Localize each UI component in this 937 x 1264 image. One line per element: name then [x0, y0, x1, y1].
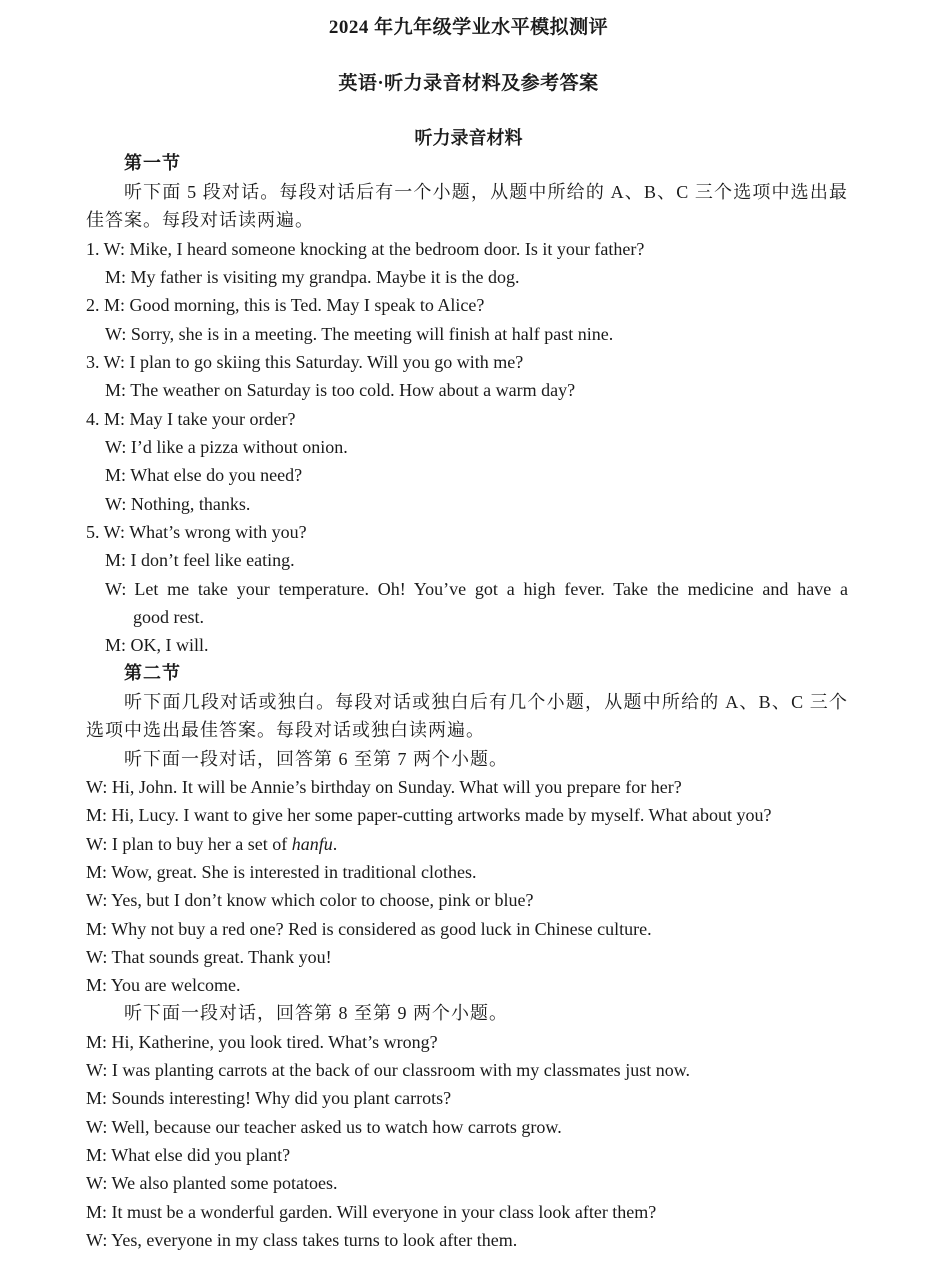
dialogue-line [86, 1172, 338, 1194]
dialogue-line [105, 436, 348, 458]
line-text: Hi, Katherine, you look tired. What’s wrong? [111, 1032, 438, 1052]
material-title: 听力录音材料 [414, 128, 523, 148]
line-text: Let me take your temperature. Oh! You’ve got a high fever. Take the medicine and have a [134, 579, 848, 599]
dialogue-line [86, 1116, 562, 1138]
line-text: I don’t feel like eating. [130, 550, 295, 570]
line-text: Hi, John. It will be Annie’s birthday on Sunday. What will you prepare for her? [111, 777, 682, 797]
speaker: M: [105, 465, 127, 485]
section1-label: 第一节 [124, 153, 181, 173]
section1-instruction-line2: 佳答案。每段对话读两遍。 [86, 210, 314, 230]
dialogue-line [105, 549, 295, 571]
line-text: What else did you plant? [111, 1145, 291, 1165]
line-text: I was planting carrots at the back of our classroom with my classmates just now. [111, 1060, 691, 1080]
dialogue-line-continued: good rest. [133, 607, 204, 627]
dialogue-line [86, 1144, 290, 1166]
speaker: M: [86, 1202, 108, 1222]
speaker: 3. W: [86, 352, 125, 372]
line-text: Well, because our teacher asked us to watch how carrots grow. [111, 1117, 562, 1137]
line-text: I plan to buy her a set of [111, 834, 292, 854]
dialogue-line [105, 464, 302, 486]
section2-instruction-line2: 选项中选出最佳答案。每段对话或独白读两遍。 [86, 720, 485, 740]
line-text: My father is visiting my grandpa. Maybe it is the dog. [130, 267, 520, 287]
exam-title: 2024 年九年级学业水平模拟测评 [328, 17, 609, 38]
speaker: M: [86, 805, 108, 825]
speaker: 4. M: [86, 409, 126, 429]
line-text: What else do you need? [130, 465, 303, 485]
dialogue-line [86, 776, 682, 798]
speaker: M: [86, 1032, 108, 1052]
section2-instruction-line1: 听下面几段对话或独白。每段对话或独白后有几个小题，从题中所给的 A、B、C 三个 [124, 692, 848, 712]
speaker: 5. W: [86, 522, 125, 542]
dialogue-line [86, 1059, 690, 1081]
dialogue-line [105, 379, 575, 401]
punctuation: . [332, 834, 338, 854]
dialogue-line [86, 521, 307, 543]
speaker: M: [86, 975, 108, 995]
speaker: 1. W: [86, 239, 125, 259]
line-text: May I take your order? [129, 409, 296, 429]
line-text: Yes, everyone in my class takes turns to look after them. [111, 1230, 518, 1250]
speaker: M: [86, 1088, 108, 1108]
part1-intro: 听下面一段对话，回答第 6 至第 7 两个小题。 [124, 749, 508, 769]
dialogue-line [86, 861, 477, 883]
speaker: W: [86, 890, 108, 910]
line-text: It must be a wonderful garden. Will everyone in your class look after them? [111, 1202, 657, 1222]
dialogue-line [86, 804, 771, 826]
speaker: M: [86, 1145, 108, 1165]
speaker: W: [86, 1230, 108, 1250]
speaker: W: [105, 494, 127, 514]
speaker: M: [105, 380, 127, 400]
speaker: W: [105, 579, 127, 599]
speaker: W: [105, 324, 127, 344]
dialogue-line [86, 1229, 517, 1251]
speaker: M: [105, 267, 127, 287]
speaker: M: [86, 862, 108, 882]
speaker: W: [86, 777, 108, 797]
speaker: W: [86, 1060, 108, 1080]
subject-title: 英语·听力录音材料及参考答案 [338, 73, 599, 94]
line-text: What’s wrong with you? [129, 522, 307, 542]
part2-intro: 听下面一段对话，回答第 8 至第 9 两个小题。 [124, 1003, 508, 1023]
dialogue-line [86, 238, 644, 260]
dialogue-line [86, 833, 337, 855]
line-text: Mike, I heard someone knocking at the bedroom door. Is it your father? [129, 239, 645, 259]
line-text: Sounds interesting! Why did you plant carrots? [111, 1088, 452, 1108]
speaker: W: [86, 834, 108, 854]
speaker: W: [86, 1173, 108, 1193]
dialogue-line [86, 1031, 438, 1053]
dialogue-line [105, 493, 250, 515]
dialogue-line [86, 946, 332, 968]
dialogue-line [86, 889, 533, 911]
line-text: I plan to go skiing this Saturday. Will you go with me? [129, 352, 524, 372]
line-text: The weather on Saturday is too cold. How about a warm day? [130, 380, 576, 400]
speaker: M: [105, 635, 127, 655]
line-text: Hi, Lucy. I want to give her some paper-cutting artworks made by myself. What about you? [111, 805, 772, 825]
line-text: That sounds great. Thank you! [111, 947, 332, 967]
line-text: You are welcome. [110, 975, 241, 995]
dialogue-line [86, 918, 652, 940]
line-text: Good morning, this is Ted. May I speak to Alice? [129, 295, 485, 315]
dialogue-line [86, 294, 484, 316]
speaker: 2. M: [86, 295, 126, 315]
line-text: OK, I will. [130, 635, 209, 655]
speaker: W: [86, 1117, 108, 1137]
speaker: M: [86, 919, 108, 939]
line-text: I’d like a pizza without onion. [130, 437, 348, 457]
dialogue-line [86, 974, 241, 996]
line-text: Wow, great. She is interested in traditional clothes. [111, 862, 477, 882]
line-text: Nothing, thanks. [130, 494, 251, 514]
dialogue-line [86, 1201, 656, 1223]
dialogue-line [105, 323, 613, 345]
line-text: Sorry, she is in a meeting. The meeting will finish at half past nine. [130, 324, 614, 344]
dialogue-line [105, 266, 519, 288]
italic-term: hanfu [291, 834, 333, 854]
dialogue-line [105, 634, 209, 656]
section2-label: 第二节 [124, 663, 181, 683]
speaker: W: [105, 437, 127, 457]
speaker: W: [86, 947, 108, 967]
speaker: M: [105, 550, 127, 570]
dialogue-line [86, 1087, 451, 1109]
dialogue-line [105, 578, 848, 600]
dialogue-line [86, 351, 523, 373]
line-text: We also planted some potatoes. [111, 1173, 338, 1193]
line-text: Yes, but I don’t know which color to choose, pink or blue? [111, 890, 534, 910]
dialogue-line [86, 408, 295, 430]
section1-instruction-line1: 听下面 5 段对话。每段对话后有一个小题，从题中所给的 A、B、C 三个选项中选出最 [124, 182, 848, 202]
line-text: Why not buy a red one? Red is considered as good luck in Chinese culture. [111, 919, 652, 939]
